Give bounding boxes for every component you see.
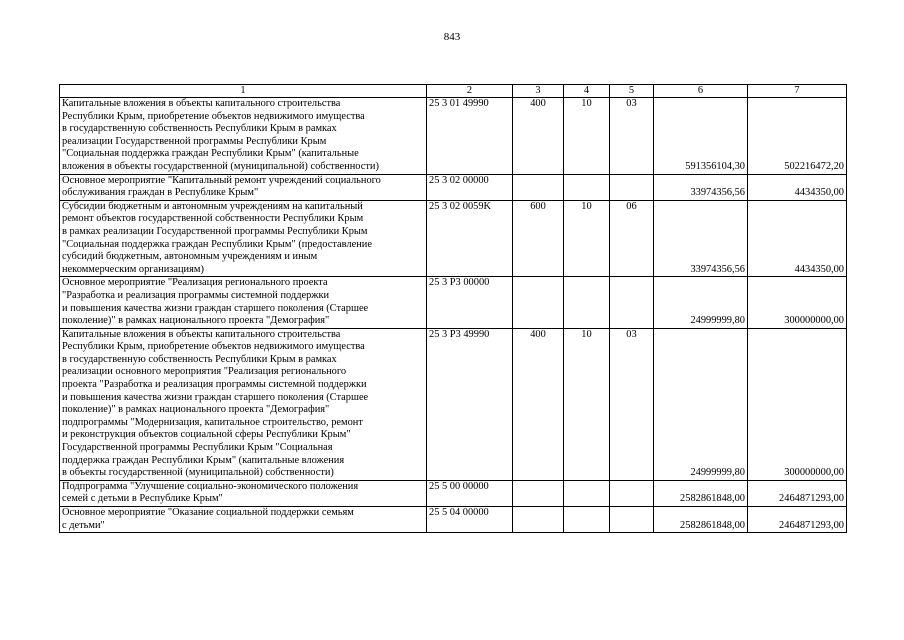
- row-sum-2: 2464871293,00: [748, 507, 847, 533]
- budget-table-body: [60, 85, 847, 533]
- row-sum-2: 4434350,00: [748, 174, 847, 200]
- table-row: [60, 328, 847, 480]
- row-subsection: 03: [610, 328, 654, 480]
- row-code: 25 3 P3 00000: [427, 277, 513, 328]
- row-section: [564, 507, 610, 533]
- row-section: [564, 480, 610, 506]
- header-col-4: 4: [564, 85, 610, 98]
- row-subsection: [610, 480, 654, 506]
- row-sum-2: 300000000,00: [748, 277, 847, 328]
- row-code: 25 3 02 00000: [427, 174, 513, 200]
- row-code: 25 3 P3 49990: [427, 328, 513, 480]
- table-row: [60, 200, 847, 277]
- header-col-2: 2: [427, 85, 513, 98]
- row-sum-2: 2464871293,00: [748, 480, 847, 506]
- row-sum-1: 33974356,56: [654, 174, 748, 200]
- row-sum-2: 300000000,00: [748, 328, 847, 480]
- row-expense-type: [513, 507, 564, 533]
- page-number: 843: [443, 31, 461, 43]
- row-section: 10: [564, 328, 610, 480]
- header-col-5: 5: [610, 85, 654, 98]
- row-name: Подпрограмма "Улучшение социально-экономического положения семей с детьми в Республике Крым": [60, 480, 427, 506]
- row-sum-1: 33974356,56: [654, 200, 748, 277]
- row-subsection: 06: [610, 200, 654, 277]
- row-name: Капитальные вложения в объекты капитального строительства Республики Крым, приобретение объектов недвижимого имущества в государственную собственность Республики Крым в рамках реализации основного мероприятия "Реализация регионального проекта "Разработка и реализация программы системной поддержки и повышения качества жизни граждан старшего поколения (Старшее поколение)" в рамках национального проекта "Демография" подпрограммы "Модернизация, капитальное строительство, ремонт и реконструкция объектов социальной сферы Республики Крым" Государственной программы Республики Крым "Социальная поддержка граждан Республики Крым" (капитальные вложения в объекты государственной (муниципальной) собственности): [60, 328, 427, 480]
- row-sum-1: 2582861848,00: [654, 480, 748, 506]
- row-sum-1: 2582861848,00: [654, 507, 748, 533]
- row-expense-type: 400: [513, 98, 564, 175]
- header-col-7: 7: [748, 85, 847, 98]
- table-row: [60, 507, 847, 533]
- row-sum-2: 502216472,20: [748, 98, 847, 175]
- row-code: 25 5 00 00000: [427, 480, 513, 506]
- table-row: [60, 98, 847, 175]
- row-expense-type: [513, 480, 564, 506]
- table-row: [60, 277, 847, 328]
- row-section: [564, 277, 610, 328]
- row-code: 25 5 04 00000: [427, 507, 513, 533]
- row-name: Субсидии бюджетным и автономным учреждениям на капитальный ремонт объектов государственной собственности Республики Крым в рамках реализации Государственной программы Республики Крым "Социальная поддержка граждан Республики Крым" (предоставление субсидий бюджетным, автономным учреждениям и иным некоммерческим организациям): [60, 200, 427, 277]
- row-subsection: 03: [610, 98, 654, 175]
- row-sum-2: 4434350,00: [748, 200, 847, 277]
- row-sum-1: 24999999,80: [654, 328, 748, 480]
- table-row: [60, 480, 847, 506]
- row-section: 10: [564, 200, 610, 277]
- row-expense-type: [513, 277, 564, 328]
- header-col-6: 6: [654, 85, 748, 98]
- budget-table: [59, 84, 847, 533]
- row-subsection: [610, 277, 654, 328]
- row-subsection: [610, 174, 654, 200]
- row-subsection: [610, 507, 654, 533]
- row-code: 25 3 01 49990: [427, 98, 513, 175]
- row-sum-1: 24999999,80: [654, 277, 748, 328]
- row-name: Основное мероприятие "Оказание социальной поддержки семьям с детьми": [60, 507, 427, 533]
- row-section: [564, 174, 610, 200]
- row-sum-1: 591356104,30: [654, 98, 748, 175]
- row-code: 25 3 02 0059K: [427, 200, 513, 277]
- row-name: Основное мероприятие "Реализация регионального проекта "Разработка и реализация программы системной поддержки и повышения качества жизни граждан старшего поколения (Старшее поколение)" в рамках национального проекта "Демография": [60, 277, 427, 328]
- row-expense-type: 600: [513, 200, 564, 277]
- row-section: 10: [564, 98, 610, 175]
- table-row: [60, 174, 847, 200]
- row-expense-type: [513, 174, 564, 200]
- row-name: Капитальные вложения в объекты капитального строительства Республики Крым, приобретение объектов недвижимого имущества в государственную собственность Республики Крым в рамках реализации Государственной программы Республики Крым "Социальная поддержка граждан Республики Крым" (капитальные вложения в объекты государственной (муниципальной) собственности): [60, 98, 427, 175]
- header-col-3: 3: [513, 85, 564, 98]
- header-col-1: 1: [60, 85, 427, 98]
- row-expense-type: 400: [513, 328, 564, 480]
- row-name: Основное мероприятие "Капитальный ремонт учреждений социального обслуживания граждан в Республике Крым": [60, 174, 427, 200]
- header-row: [60, 85, 847, 98]
